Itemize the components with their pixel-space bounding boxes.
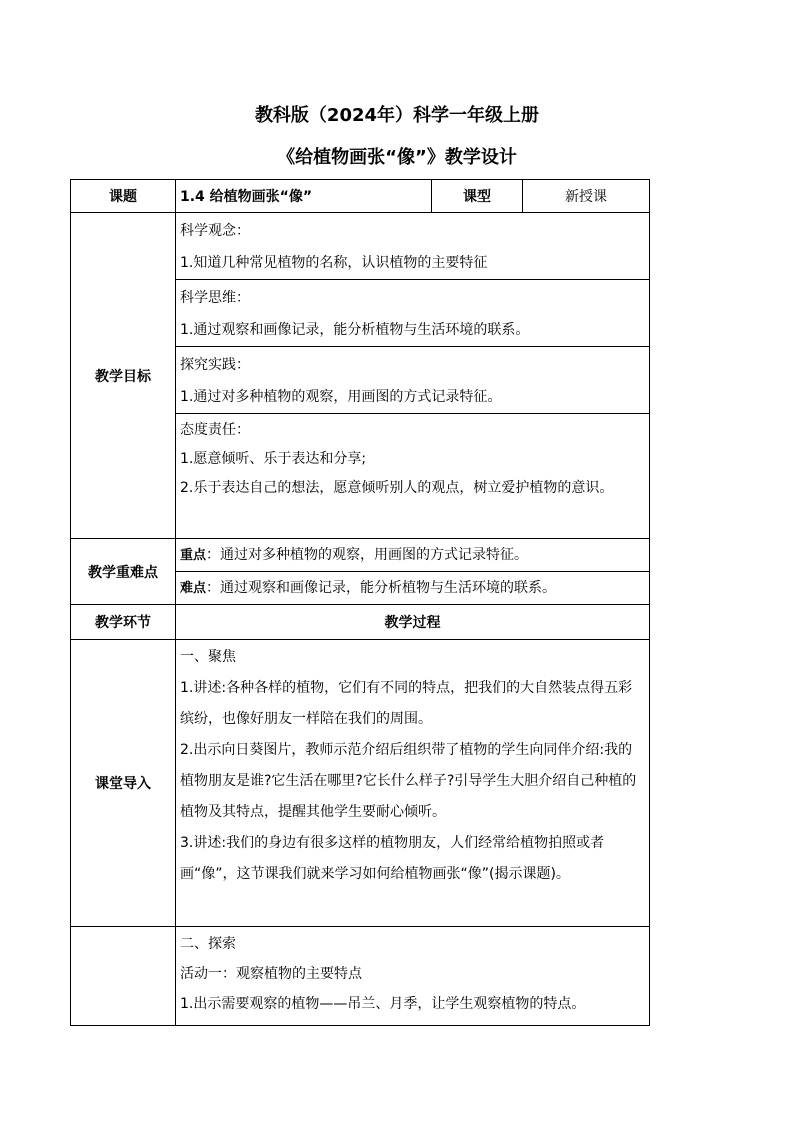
explore-label bbox=[71, 927, 176, 1026]
key-points-content bbox=[176, 539, 650, 605]
topic-value: 1.4 给植物画张“像” bbox=[176, 180, 432, 213]
goal-heading: 态度责任： bbox=[180, 422, 250, 438]
explore-row bbox=[71, 927, 650, 1026]
topic-label: 课题 bbox=[71, 180, 176, 213]
goal-block-practice bbox=[176, 347, 649, 414]
process-content-header: 教学过程 bbox=[176, 605, 650, 640]
goal-line: 1.通过对多种植物的观察，用画图的方式记录特征。 bbox=[180, 389, 502, 405]
key-points-row bbox=[71, 539, 650, 605]
goals-content bbox=[176, 213, 650, 539]
goal-block-attitude bbox=[176, 414, 649, 538]
goal-line: 1.通过观察和画像记录，能分析植物与生活环境的联系。 bbox=[180, 322, 530, 338]
process-header-row bbox=[71, 605, 650, 640]
key-point bbox=[176, 539, 649, 572]
intro-paragraph: 2.出示向日葵图片，教师示范介绍后组织带了植物的学生向同伴介绍:我的植物朋友是谁?它生活在哪里?它长什么样子?引导学生大胆介绍自己种植的植物及其特点，提醒其他学生要耐心倾听。 bbox=[180, 742, 637, 820]
goal-line: 1.愿意倾听、乐于表达和分享; bbox=[180, 451, 367, 467]
difficult-point bbox=[176, 572, 649, 604]
goals-label: 教学目标 bbox=[71, 213, 176, 539]
document-subtitle: 《给植物画张“像”》教学设计 bbox=[277, 147, 517, 168]
intro-content bbox=[176, 640, 650, 927]
difficult-point-prefix: 难点 bbox=[180, 581, 207, 596]
intro-row bbox=[71, 640, 650, 927]
goal-heading: 科学观念： bbox=[180, 223, 250, 239]
explore-heading: 二、探索 bbox=[180, 936, 236, 952]
intro-label: 课堂导入 bbox=[71, 640, 176, 927]
goals-row bbox=[71, 213, 650, 539]
goal-block-thinking bbox=[176, 280, 649, 347]
goal-line: 1.知道几种常见植物的名称，认识植物的主要特征 bbox=[180, 255, 488, 271]
topic-row bbox=[71, 180, 650, 213]
goal-block-concept bbox=[176, 213, 649, 280]
document-title: 教科版（2024年）科学一年级上册 bbox=[254, 105, 540, 126]
goal-line: 2.乐于表达自己的想法，愿意倾听别人的观点，树立爱护植物的意识。 bbox=[180, 480, 614, 496]
goal-heading: 探究实践： bbox=[180, 357, 250, 373]
explore-paragraph: 1.出示需要观察的植物——吊兰、月季，让学生观察植物的特点。 bbox=[180, 996, 586, 1012]
key-point-text: ：通过对多种植物的观察，用画图的方式记录特征。 bbox=[206, 547, 529, 563]
type-value: 新授课 bbox=[523, 180, 650, 213]
goal-heading: 科学思维： bbox=[180, 290, 250, 306]
intro-paragraph: 1.讲述:各种各样的植物，它们有不同的特点，把我们的大自然装点得五彩缤纷，也像好朋友一样陪在我们的周围。 bbox=[180, 680, 633, 727]
explore-content bbox=[176, 927, 650, 1026]
intro-heading: 一、聚焦 bbox=[180, 649, 236, 665]
lesson-plan-table bbox=[70, 179, 650, 1026]
explore-activity: 活动一：观察植物的主要特点 bbox=[180, 966, 362, 982]
process-step-header: 教学环节 bbox=[71, 605, 176, 640]
type-label: 课型 bbox=[432, 180, 523, 213]
difficult-point-text: ：通过观察和画像记录，能分析植物与生活环境的联系。 bbox=[206, 580, 557, 596]
intro-paragraph: 3.讲述:我们的身边有很多这样的植物朋友，人们经常给植物拍照或者画“像”，这节课我们就来学习如何给植物画张“像”(揭示课题)。 bbox=[180, 835, 605, 882]
key-points-label: 教学重难点 bbox=[71, 539, 176, 605]
key-point-prefix: 重点 bbox=[180, 548, 207, 563]
